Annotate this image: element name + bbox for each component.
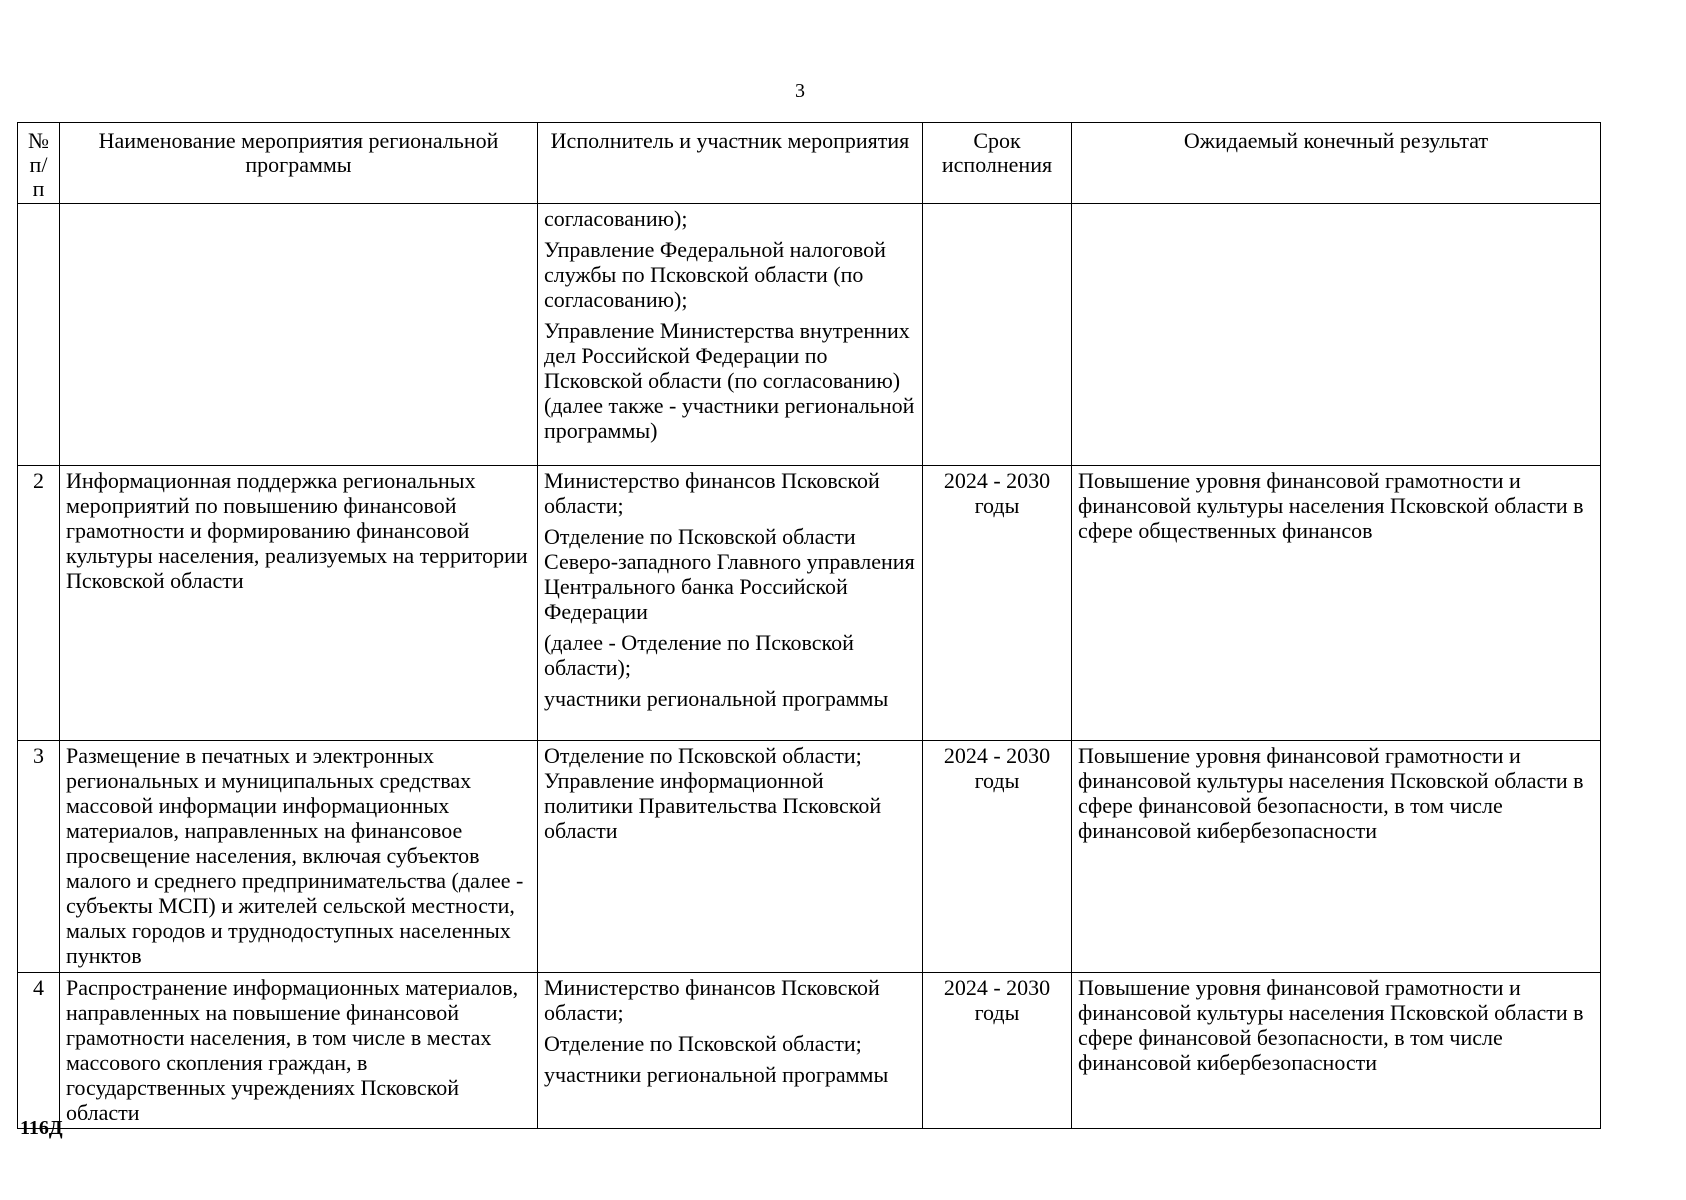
table-row [18, 741, 1601, 973]
row-name: Размещение в печатных и электронных региональных и муниципальных средствах массовой информации информационных материалов, направленных на финансовое просвещение населения, включая субъектов малого и среднего предпринимательства (далее - субъекты МСП) и жителей сельской местности, малых городов и труднодоступных населенных пунктов [60, 741, 538, 973]
executor-item: Отделение по Псковской области; [544, 1031, 862, 1056]
row-result [1072, 204, 1601, 466]
header-name: Наименование мероприятия региональной программы [60, 123, 538, 204]
header-result: Ожидаемый конечный результат [1072, 123, 1601, 204]
executor-item: Управление Федеральной налоговой службы по Псковской области (по согласованию); [544, 237, 886, 312]
row-name: Распространение информационных материалов, направленных на повышение финансовой грамотности населения, в том числе в местах массового скопления граждан, в государственных учреждениях Псковской области [60, 973, 538, 1129]
table-row [18, 973, 1601, 1129]
executor-item: участники региональной программы [544, 686, 889, 711]
header-term: Срок исполнения [923, 123, 1072, 204]
executor-item: Отделение по Псковской области; Управление информационной политики Правительства Псковской области [544, 743, 882, 843]
row-executors [538, 204, 923, 466]
row-executors [538, 741, 923, 973]
table-row [18, 466, 1601, 741]
executor-item: (далее - Отделение по Псковской области); [544, 630, 854, 680]
executor-item: Управление Министерства внутренних дел Российской Федерации по Псковской области (по согласованию) (далее также - участники региональной программы) [544, 318, 915, 443]
page-number: 3 [795, 80, 805, 102]
header-executor: Исполнитель и участник мероприятия [538, 123, 923, 204]
table-row [18, 204, 1601, 466]
header-num: № п/п [18, 123, 60, 204]
row-term: 2024 - 2030 годы [923, 466, 1072, 741]
executor-item: согласованию); [544, 206, 688, 231]
row-num: 4 [18, 973, 60, 1129]
executor-item: Министерство финансов Псковской области; [544, 468, 880, 518]
row-num [18, 204, 60, 466]
row-num: 2 [18, 466, 60, 741]
executor-item: Министерство финансов Псковской области; [544, 975, 880, 1025]
document-code: 116Д [20, 1117, 63, 1139]
executor-item: Отделение по Псковской области Северо-западного Главного управления Центрального банка Российской Федерации [544, 524, 915, 624]
program-activities-table [17, 122, 1601, 1129]
row-result: Повышение уровня финансовой грамотности и финансовой культуры населения Псковской области в сфере общественных финансов [1072, 466, 1601, 741]
row-term: 2024 - 2030 годы [923, 973, 1072, 1129]
row-result: Повышение уровня финансовой грамотности и финансовой культуры населения Псковской области в сфере финансовой безопасности, в том числе финансовой кибербезопасности [1072, 741, 1601, 973]
table-header-row [18, 123, 1601, 204]
row-result: Повышение уровня финансовой грамотности и финансовой культуры населения Псковской области в сфере финансовой безопасности, в том числе финансовой кибербезопасности [1072, 973, 1601, 1129]
row-name: Информационная поддержка региональных мероприятий по повышению финансовой грамотности и формированию финансовой культуры населения, реализуемых на территории Псковской области [60, 466, 538, 741]
row-executors [538, 466, 923, 741]
row-name [60, 204, 538, 466]
row-term: 2024 - 2030 годы [923, 741, 1072, 973]
executor-item: участники региональной программы [544, 1062, 889, 1087]
row-executors [538, 973, 923, 1129]
row-term [923, 204, 1072, 466]
row-num: 3 [18, 741, 60, 973]
